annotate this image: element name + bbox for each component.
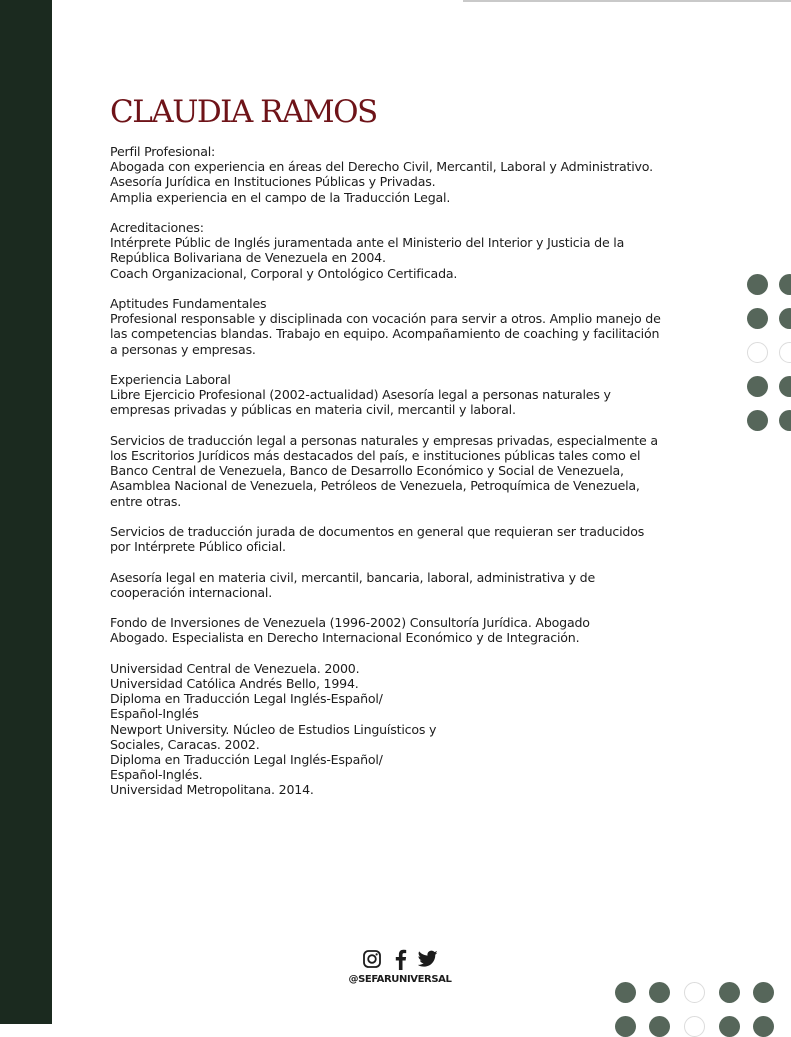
paragraph-asesoria-legal: Asesoría legal en materia civil, mercantil, bancaria, laboral, administrativa y de cooperación internacional.	[110, 569, 596, 600]
paragraph-fondo-inversiones: Fondo de Inversiones de Venezuela (1996-2002) Consultoría Jurídica. Abogado Abogado. Especialista en Derecho Internacional Económico y de Integración.	[110, 615, 590, 646]
dot	[719, 982, 740, 1003]
dot	[753, 982, 774, 1003]
social-footer	[340, 946, 460, 985]
dot	[615, 982, 636, 1003]
section-aptitudes: Aptitudes Fundamentales Profesional responsable y disciplinada con vocación para servir a otros. Amplio manejo de las competencias blandas. Trabajo en equipo. Acompañamiento de coaching y facilitación a personas y empresas.	[110, 296, 661, 357]
section-perfil-profesional: Perfil Profesional: Abogada con experiencia en áreas del Derecho Civil, Mercantil, Laboral y Administrativo. Asesoría Jurídica en Instituciones Públicas y Privadas. Amplia experiencia en el campo de la Traducción Legal.	[110, 144, 653, 205]
instagram-icon[interactable]	[362, 949, 382, 969]
section-experiencia-laboral: Experiencia Laboral Libre Ejercicio Profesional (2002-actualidad) Asesoría legal a personas naturales y empresas privadas y públicas en materia civil, mercantil y laboral.	[110, 372, 611, 418]
dot	[615, 1016, 636, 1037]
dot	[747, 342, 768, 363]
dot	[779, 308, 791, 329]
section-acreditaciones: Acreditaciones: Intérprete Públic de Inglés juramentada ante el Ministerio del Interior y Justicia de la República Bolivariana de Venezuela en 2004. Coach Organizacional, Corporal y Ontológico Certificada.	[110, 220, 625, 281]
dot	[779, 410, 791, 431]
twitter-icon[interactable]	[418, 950, 438, 968]
candidate-name: CLAUDIA RAMOS	[110, 94, 377, 130]
section-education: Universidad Central de Venezuela. 2000. Universidad Católica Andrés Bello, 1994. Diploma en Traducción Legal Inglés-Español/ Español-Inglés Newport University. Núcleo de Estudios Linguísticos y Sociales, Caracas. 2002. Diploma en Traducción Legal Inglés-Español/ Español-Inglés. Universidad Metropolitana. 2014.	[110, 660, 437, 798]
dot	[684, 1016, 705, 1037]
social-handle[interactable]: @SEFARUNIVERSAL	[348, 974, 452, 985]
top-rule	[463, 0, 791, 2]
paragraph-traduccion-jurada: Servicios de traducción jurada de documentos en general que requieran ser traducidos por Intérprete Público oficial.	[110, 524, 645, 555]
dot	[779, 376, 791, 397]
social-icons	[340, 946, 460, 972]
dot	[649, 982, 670, 1003]
dot	[747, 376, 768, 397]
dot	[649, 1016, 670, 1037]
dot	[747, 274, 768, 295]
left-sidebar-band	[0, 0, 52, 1024]
dot	[779, 274, 791, 295]
paragraph-traduccion-legal: Servicios de traducción legal a personas naturales y empresas privadas, especialmente a los Escritorios Jurídicos más destacados del país, e instituciones públicas tales como el Banco Central de Venezuela, Banco de Desarrollo Económico y Social de Venezuela, Asamblea Nacional de Venezuela, Petróleos de Venezuela, Petroquímica de Venezuela, entre otras.	[110, 432, 658, 509]
dot	[753, 1016, 774, 1037]
dot	[747, 410, 768, 431]
dot	[684, 982, 705, 1003]
dot	[719, 1016, 740, 1037]
dot	[747, 308, 768, 329]
dot	[779, 342, 791, 363]
resume-body	[110, 144, 690, 813]
facebook-icon[interactable]	[392, 948, 408, 970]
